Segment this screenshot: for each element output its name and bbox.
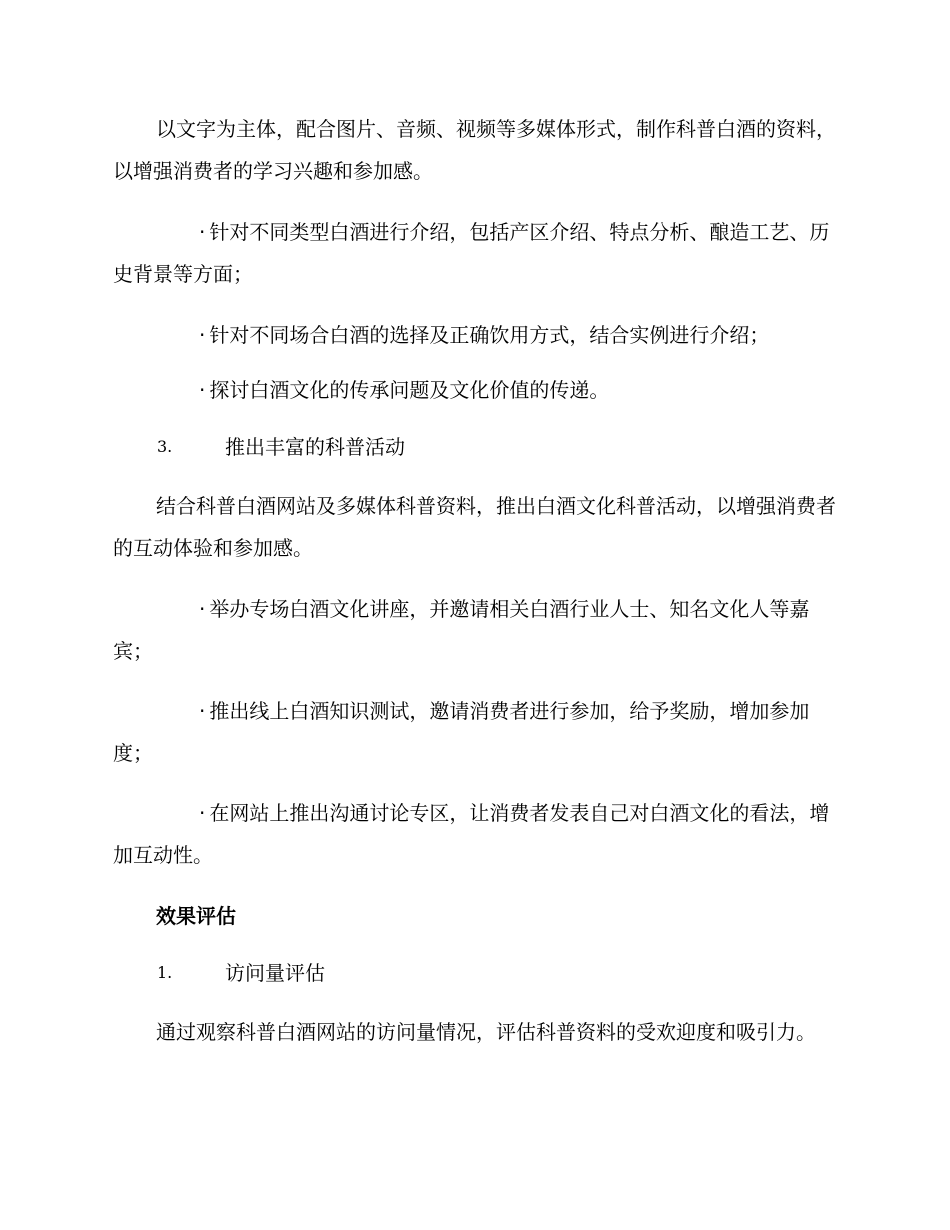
bullet-dot: · [199,597,206,621]
bullet-text: 针对不同类型白酒进行介绍，包括产区介绍、特点分析、酿造工艺、历史背景等方面； [113,220,830,286]
list-number: 3. [157,437,173,456]
bullet-text: 推出线上白酒知识测试，邀请消费者进行参加，给予奖励，增加参加度； [113,699,810,765]
paragraph-multimedia: 以文字为主体，配合图片、音频、视频等多媒体形式，制作科普白酒的资料，以增强消费者的学习兴趣和参加感。 [113,117,836,183]
bullet-text: 针对不同场合白酒的选择及正确饮用方式，结合实例进行介绍； [209,323,770,347]
list-item-title: 推出丰富的科普活动 [225,435,405,459]
bullet-text: 举办专场白酒文化讲座，并邀请相关白酒行业人士、知名文化人等嘉宾； [113,597,810,663]
bullet-item [113,369,837,411]
paragraph-activities: 结合科普白酒网站及多媒体科普资料，推出白酒文化科普活动，以增强消费者的互动体验和参加感。 [113,494,836,560]
paragraph-traffic: 通过观察科普白酒网站的访问量情况，评估科普资料的受欢迎度和吸引力。 [156,1020,816,1044]
list-number: 1. [157,963,173,982]
bullet-item [113,792,837,876]
bullet-item [113,588,837,672]
bullet-dot: · [199,699,206,723]
bullet-text: 在网站上推出沟通讨论专区，让消费者发表自己对白酒文化的看法，增加互动性。 [113,801,830,867]
bullet-item [113,690,837,774]
bullet-dot: · [199,220,206,244]
bullet-item [113,314,837,356]
list-item-title: 访问量评估 [225,961,325,985]
bullet-item [113,211,837,295]
bullet-dot: · [199,801,206,825]
bullet-dot: · [199,378,206,402]
bullet-text: 探讨白酒文化的传承问题及文化价值的传递。 [209,378,610,402]
bullet-dot: · [199,323,206,347]
section-heading: 效果评估 [156,904,236,928]
